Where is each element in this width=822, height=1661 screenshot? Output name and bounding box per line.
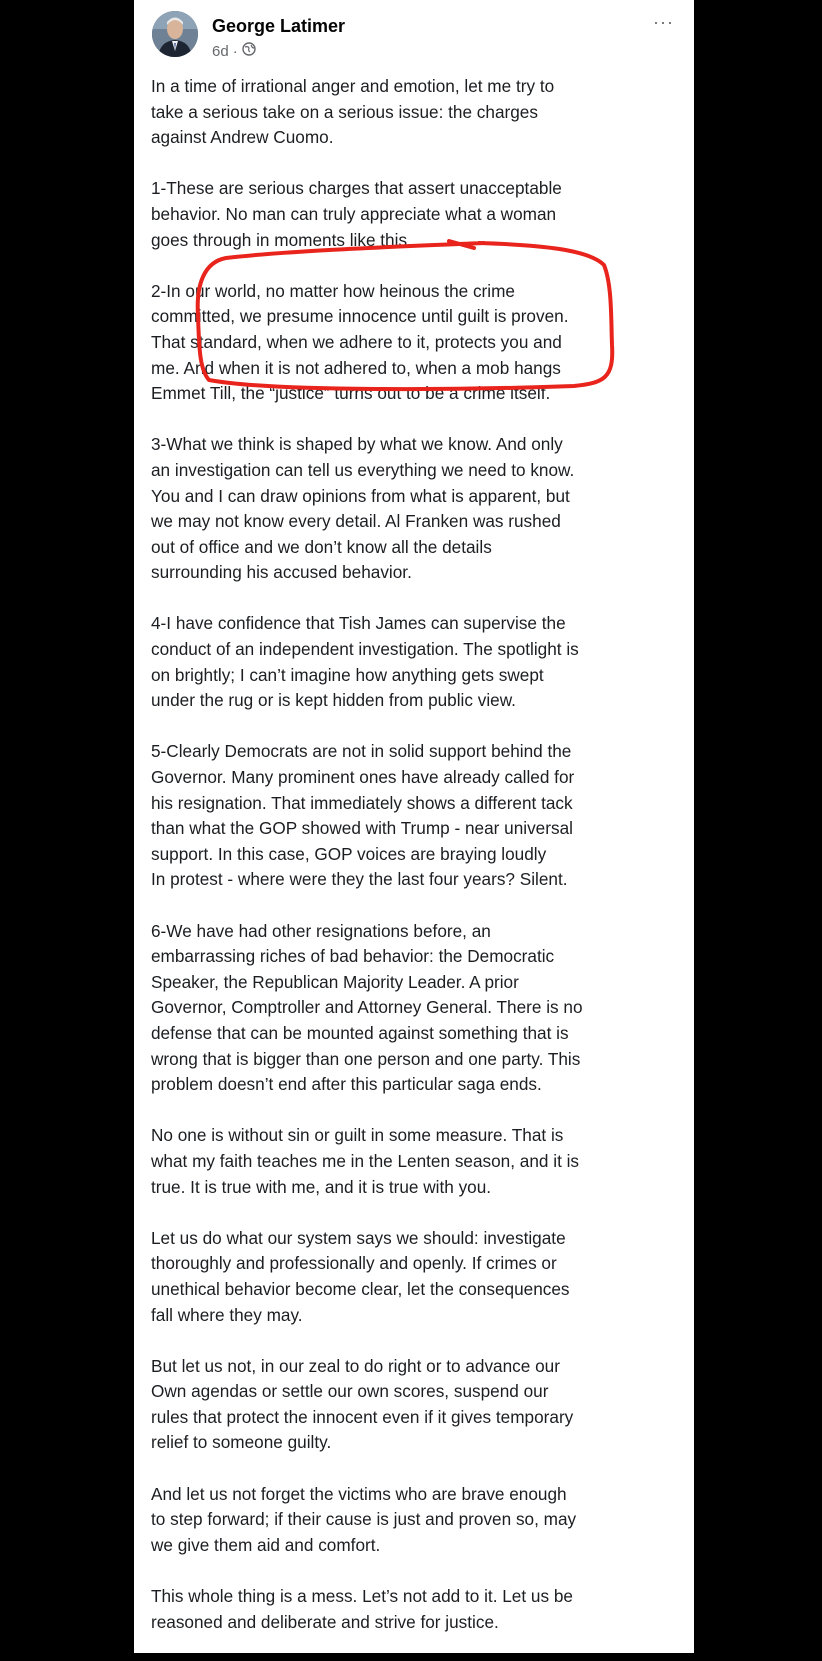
paragraph-line: we may not know every detail. Al Franken was rushed — [151, 511, 561, 532]
more-options-button[interactable]: ··· — [653, 12, 674, 32]
paragraph-line: rules that protect the innocent even if it gives temporary — [151, 1406, 574, 1427]
paragraph-line: under the rug or is kept hidden from public view. — [151, 690, 516, 711]
paragraph-line: And let us not forget the victims who are brave enough — [151, 1483, 567, 1504]
post-paragraph — [151, 176, 651, 253]
paragraph-line: we give them aid and comfort. — [151, 1534, 381, 1555]
paragraph-line: fall where they may. — [151, 1304, 303, 1325]
paragraph-line: thoroughly and professionally and openly. If crimes or — [151, 1253, 557, 1274]
paragraph-line: relief to someone guilty. — [151, 1432, 332, 1453]
paragraph-line: defense that can be mounted against something that is — [151, 1022, 569, 1043]
paragraph-line: me. And when it is not adhered to, when a mob hangs — [151, 357, 561, 378]
paragraph-line: In protest - where were they the last four years? Silent. — [151, 869, 568, 890]
paragraph-line: This whole thing is a mess. Let’s not add to it. Let us be — [151, 1586, 573, 1607]
paragraph-line: an investigation can tell us everything we need to know. — [151, 459, 575, 480]
paragraph-line: 3-What we think is shaped by what we know. And only — [151, 434, 563, 455]
paragraph-line: 4-I have confidence that Tish James can supervise the — [151, 613, 566, 634]
paragraph-line: Own agendas or settle our own scores, suspend our — [151, 1381, 549, 1402]
post-paragraph — [151, 1354, 651, 1456]
post-paragraph — [151, 432, 651, 586]
paragraph-line: Emmet Till, the “justice” turns out to be a crime itself. — [151, 383, 551, 404]
paragraph-line: 5-Clearly Democrats are not in solid support behind the — [151, 741, 572, 762]
paragraph-line: than what the GOP showed with Trump - near universal — [151, 818, 573, 839]
paragraph-line: 6-We have had other resignations before, an — [151, 920, 491, 941]
paragraph-line: out of office and we don’t know all the details — [151, 536, 492, 557]
facebook-post — [134, 0, 694, 1653]
post-meta — [212, 42, 256, 60]
paragraph-line: 2-In our world, no matter how heinous the crime — [151, 280, 515, 301]
paragraph-line: In a time of irrational anger and emotion, let me try to — [151, 76, 555, 96]
paragraph-line: surrounding his accused behavior. — [151, 562, 412, 583]
paragraph-line: Governor, Comptroller and Attorney General. There is no — [151, 997, 583, 1018]
post-paragraph — [151, 1584, 651, 1635]
post-paragraph — [151, 611, 651, 713]
paragraph-line: Speaker, the Republican Majority Leader. A prior — [151, 971, 519, 992]
post-paragraph — [151, 279, 651, 407]
paragraph-line: But let us not, in our zeal to do right or to advance our — [151, 1355, 560, 1376]
post-paragraph — [151, 1123, 651, 1200]
paragraph-line: Let us do what our system says we should: investigate — [151, 1227, 566, 1248]
paragraph-line: embarrassing riches of bad behavior: the Democratic — [151, 946, 555, 967]
paragraph-line: You and I can draw opinions from what is apparent, but — [151, 485, 570, 506]
post-paragraph — [151, 739, 651, 893]
post-paragraph — [151, 1226, 651, 1328]
paragraph-line: behavior. No man can truly appreciate what a woman — [151, 203, 557, 224]
paragraph-line: unethical behavior become clear, let the consequences — [151, 1278, 570, 1299]
paragraph-line: reasoned and deliberate and strive for justice. — [151, 1611, 499, 1632]
post-paragraph — [151, 74, 651, 151]
paragraph-line: problem doesn’t end after this particular saga ends. — [151, 1074, 542, 1095]
paragraph-line: goes through in moments like this. — [151, 229, 412, 250]
post-body — [151, 74, 651, 1661]
post-timestamp[interactable]: 6d — [212, 42, 229, 60]
paragraph-line: support. In this case, GOP voices are braying loudly — [151, 843, 547, 864]
avatar[interactable] — [152, 11, 198, 57]
post-paragraph — [151, 919, 651, 1098]
paragraph-line: true. It is true with me, and it is true with you. — [151, 1176, 492, 1197]
paragraph-line: wrong that is bigger than one person and one party. This — [151, 1048, 581, 1069]
paragraph-line: against Andrew Cuomo. — [151, 127, 334, 148]
paragraph-line: Governor. Many prominent ones have already called for — [151, 767, 575, 788]
paragraph-line: 1-These are serious charges that assert unacceptable — [151, 178, 562, 199]
paragraph-line: conduct of an independent investigation. The spotlight is — [151, 639, 579, 660]
paragraph-line: what my faith teaches me in the Lenten season, and it is — [151, 1150, 580, 1171]
meta-separator: · — [232, 42, 238, 60]
paragraph-line: his resignation. That immediately shows a different tack — [151, 792, 573, 813]
post-paragraph — [151, 1482, 651, 1559]
paragraph-line: That standard, when we adhere to it, protects you and — [151, 331, 562, 352]
author-name[interactable]: George Latimer — [212, 16, 346, 36]
globe-icon — [242, 42, 256, 60]
paragraph-line: to step forward; if their cause is just and proven so, may — [151, 1509, 577, 1530]
paragraph-line: No one is without sin or guilt in some measure. That is — [151, 1125, 564, 1146]
paragraph-line: committed, we presume innocence until guilt is proven. — [151, 306, 569, 327]
paragraph-line: take a serious take on a serious issue: the charges — [151, 101, 538, 122]
paragraph-line: on brightly; I can’t imagine how anything gets swept — [151, 664, 544, 685]
